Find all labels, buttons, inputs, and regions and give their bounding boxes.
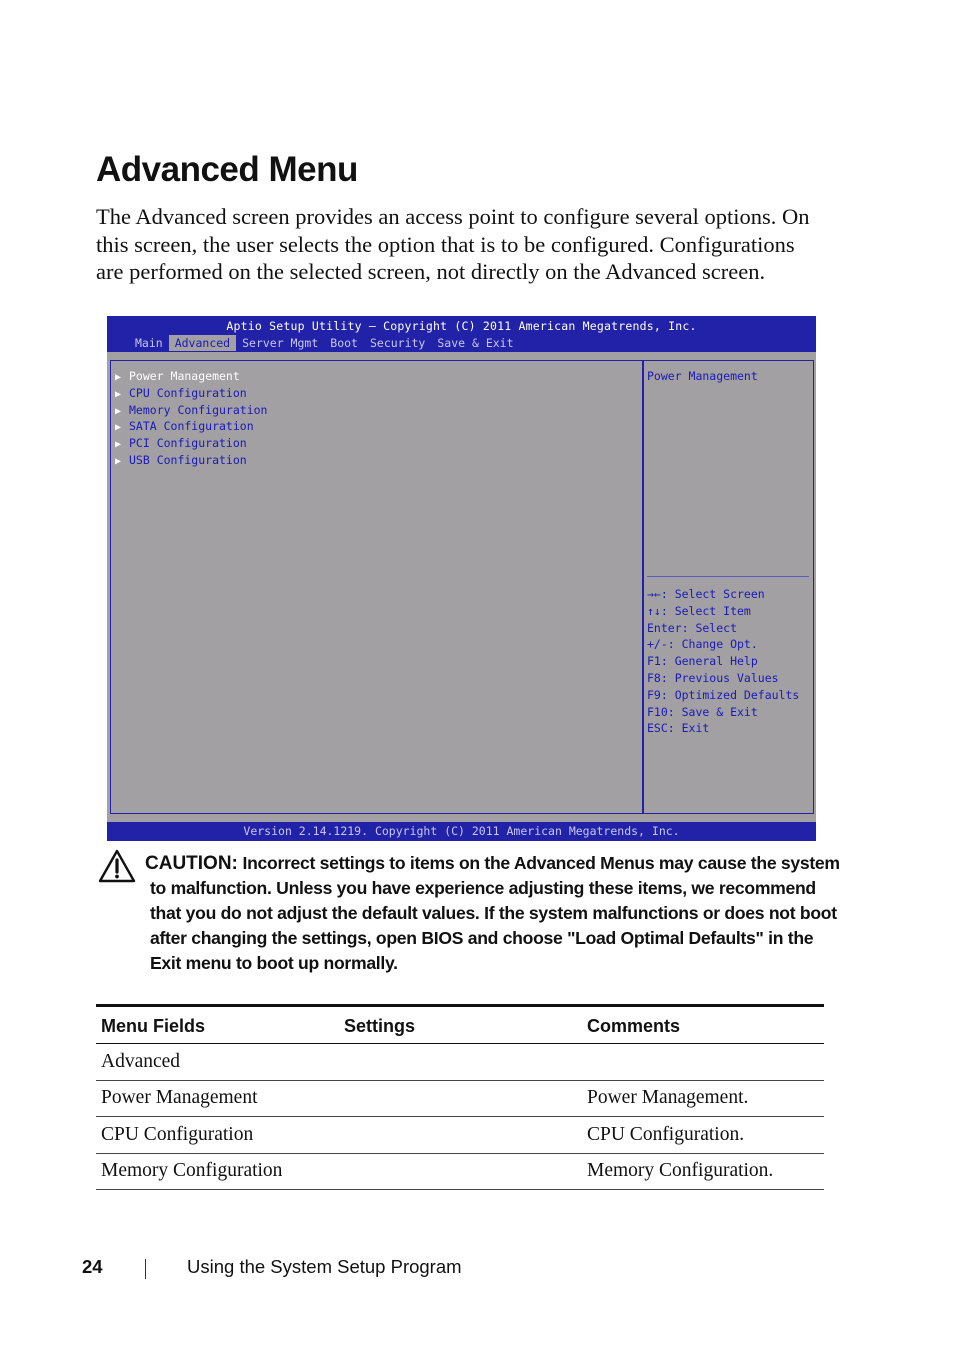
comments-cell: CPU Configuration.	[582, 1117, 824, 1154]
column-header-menu-fields: Menu Fields	[101, 1015, 206, 1036]
key-hint: →←: Select Screen	[647, 587, 765, 601]
settings-table	[96, 1004, 824, 1190]
section-label: Advanced	[96, 1044, 339, 1081]
triangle-right-icon: ▶	[115, 389, 122, 400]
footer-divider	[145, 1259, 146, 1279]
bios-tab-save-exit[interactable]: Save & Exit	[437, 336, 514, 350]
bios-footer: Version 2.14.1219. Copyright (C) 2011 American Megatrends, Inc.	[243, 824, 680, 838]
bios-tab-boot[interactable]: Boot	[330, 336, 358, 350]
bios-menu-item-usb-configuration[interactable]: ▶ USB Configuration	[115, 452, 247, 468]
chapter-title: Using the System Setup Program	[187, 1256, 462, 1277]
triangle-right-icon: ▶	[115, 422, 122, 433]
bios-tab-server-mgmt[interactable]: Server Mgmt	[242, 336, 319, 350]
caution-label: CAUTION:	[145, 853, 238, 874]
bios-key-legend	[647, 586, 799, 737]
triangle-right-icon: ▶	[115, 406, 122, 417]
page-heading: Advanced Menu	[96, 150, 358, 189]
bios-menu-item-power-management[interactable]: ▶ Power Management	[115, 368, 240, 384]
key-hint: F9: Optimized Defaults	[647, 687, 800, 702]
column-header-comments: Comments	[587, 1015, 681, 1036]
bios-tab-security[interactable]: Security	[369, 336, 426, 350]
comments-cell: Memory Configuration.	[582, 1153, 824, 1190]
bios-menu-item-sata-configuration[interactable]: ▶ SATA Configuration	[115, 418, 254, 434]
triangle-right-icon: ▶	[115, 372, 122, 383]
table-row	[96, 1117, 824, 1154]
key-hint: ↑↓: Select Item	[647, 603, 751, 618]
menu-field-cell: Memory Configuration	[96, 1153, 339, 1190]
caution-icon	[98, 849, 136, 883]
bios-menu-item-memory-configuration[interactable]: ▶ Memory Configuration	[115, 402, 267, 418]
settings-cell	[339, 1080, 582, 1117]
intro-paragraph: The Advanced screen provides an access point to configure several options. On this screen, the user selects the option that is to be configured. Configurations are performed on the selected screen, not directly on the Advanced screen.	[96, 204, 810, 284]
key-hint: Enter: Select	[647, 620, 738, 635]
page-number: 24	[82, 1256, 103, 1277]
bios-menu-item-pci-configuration[interactable]: ▶ PCI Configuration	[115, 435, 247, 451]
key-hint: F8: Previous Values	[647, 670, 779, 685]
comments-cell: Power Management.	[582, 1080, 824, 1117]
bios-help-divider	[647, 576, 809, 577]
bios-screenshot	[107, 316, 816, 841]
key-hint: F1: General Help	[647, 654, 758, 669]
menu-field-cell: Power Management	[96, 1080, 339, 1117]
key-hint: ESC: Exit	[647, 721, 710, 736]
bios-help-panel	[643, 360, 814, 814]
settings-cell	[339, 1153, 582, 1190]
bios-tab-advanced[interactable]: Advanced	[169, 335, 236, 351]
triangle-right-icon: ▶	[115, 456, 122, 467]
bios-tab-bar	[129, 335, 520, 351]
bios-body	[107, 352, 816, 822]
caution-text: Incorrect settings to items on the Advanced Menus may cause the system to malfunction. Unless you have experience adjusting these items, we recommend that you do not adjust the default values. If the system malfunctions or does not boot after changing the settings, open BIOS and choose "Load Optimal Defaults" in the Exit menu to boot up normally.	[150, 853, 840, 973]
triangle-right-icon: ▶	[115, 439, 122, 450]
table-row	[96, 1080, 824, 1117]
bios-menu-item-cpu-configuration[interactable]: ▶ CPU Configuration	[115, 385, 247, 401]
key-hint: +/-: Change Opt.	[647, 637, 758, 652]
caution-note	[145, 851, 840, 976]
bios-menu-panel	[110, 360, 643, 814]
table-header-row	[96, 1006, 824, 1044]
menu-field-cell: CPU Configuration	[96, 1117, 339, 1154]
column-header-settings: Settings	[344, 1015, 416, 1036]
bios-help-title: Power Management	[647, 369, 758, 383]
bios-title: Aptio Setup Utility – Copyright (C) 2011 American Megatrends, Inc.	[226, 319, 697, 333]
table-row	[96, 1153, 824, 1190]
table-section-row	[96, 1044, 824, 1081]
key-hint: F10: Save & Exit	[647, 704, 758, 719]
settings-cell	[339, 1117, 582, 1154]
bios-tab-main[interactable]: Main	[135, 336, 163, 350]
